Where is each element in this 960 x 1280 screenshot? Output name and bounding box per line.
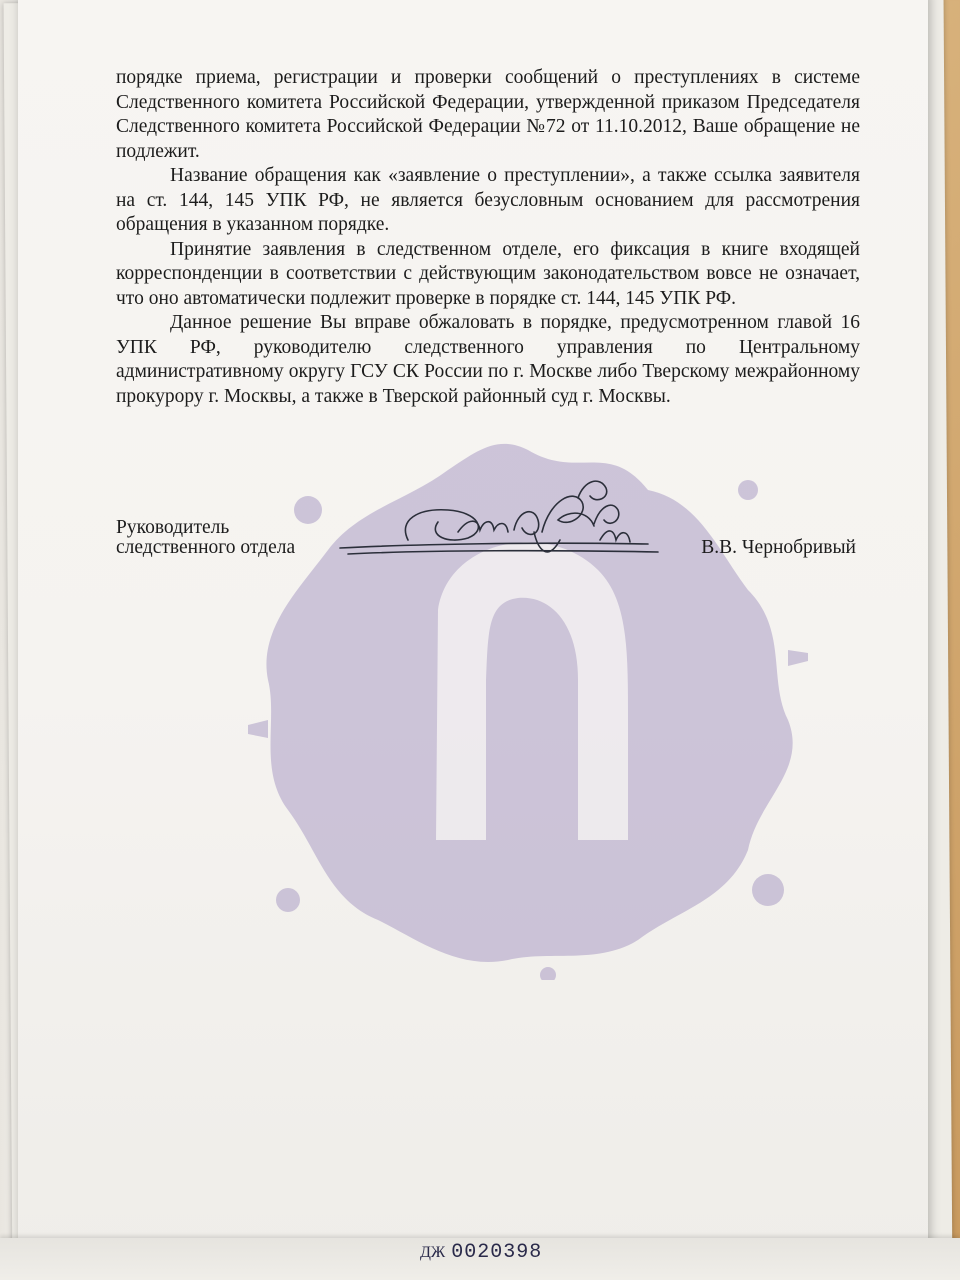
paragraph-right-to-appeal: Данное решение Вы вправе обжаловать в порядке, предусмотренном главой 16 УПК РФ, руководителю следственного управления по Центральному административному округу ГСУ СК России по г. Москве либо Тверскому межрайонному прокурору г. Москвы, а также в Тверской районный суд г. Москвы. [116,312,860,407]
letter-body [116,66,860,409]
signatory-title-line1: Руководитель [116,517,230,538]
paragraph-procedure-continuation: порядке приема, регистрации и проверки сообщений о преступлениях в системе Следственного комитета Российской Федерации, утвержденной приказом Председателя Следственного комитета Российской Федерации №72 от 11.10.2012, Ваше обращение не подлежит. [116,67,860,162]
serial-digits: 0020398 [451,1241,543,1264]
signature-block [116,518,860,578]
document-page [18,0,928,1260]
signatory-title-line2: следственного отдела [116,537,296,558]
serial-prefix: ДЖ [420,1244,446,1261]
paragraph-appeal-title: Название обращения как «заявление о преступлении», а также ссылка заявителя на ст. 144, 145 УПК РФ, не является безусловным основанием для рассмотрения обращения в указанном порядке. [116,165,860,235]
signatory-name: В.В. Чернобривый [701,537,856,558]
signatory-title [116,518,295,558]
paragraph-registration: Принятие заявления в следственном отделе, его фиксация в книге входящей корреспонденции в соответствии с действующим законодательством вовсе не означает, что оно автоматически подлежит проверке в порядке ст. 144, 145 УПК РФ. [116,238,860,309]
form-serial-number [420,1241,542,1264]
handwritten-signature [338,470,668,570]
